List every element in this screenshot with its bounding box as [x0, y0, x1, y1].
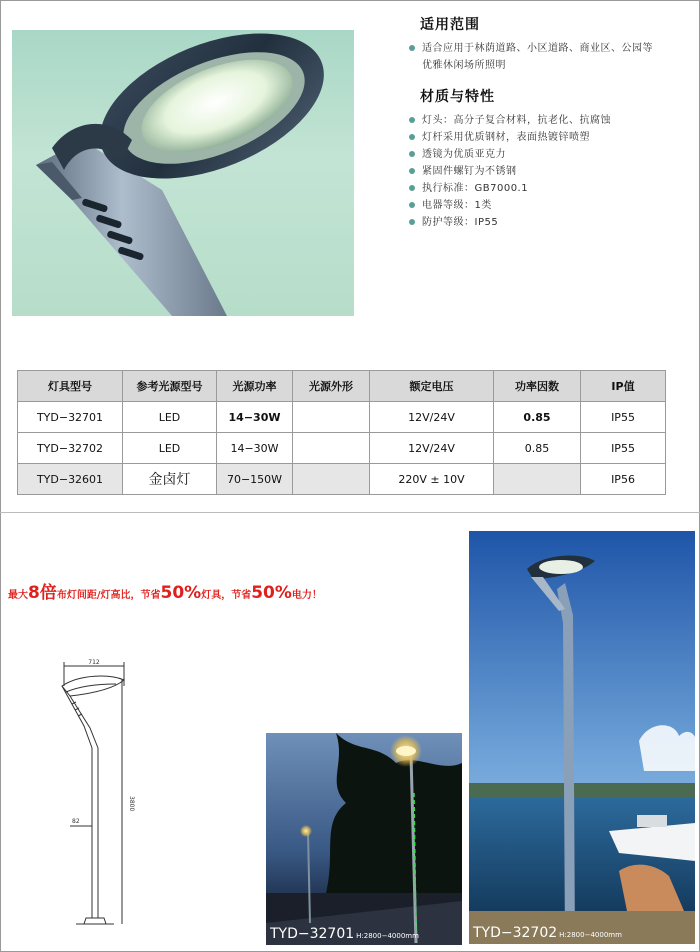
material-title: 材质与特性 — [420, 89, 495, 105]
caption-model: TYD−32702 — [473, 925, 558, 941]
table-cell: IP56 — [581, 464, 666, 495]
scope-list — [408, 40, 693, 74]
slogan-number: 50% — [160, 583, 202, 603]
table-cell: 0.85 — [494, 433, 581, 464]
header-cell: IP值 — [581, 371, 666, 402]
table-cell: 70−150W — [217, 464, 293, 495]
table-cell — [293, 464, 370, 495]
night-photo-caption — [270, 923, 419, 942]
caption-model: TYD−32701 — [270, 926, 355, 942]
header-cell: 灯具型号 — [18, 371, 123, 402]
table-cell: 金卤灯 — [123, 464, 217, 495]
day-photo — [469, 531, 695, 944]
header-cell: 额定电压 — [370, 371, 494, 402]
table-cell — [293, 402, 370, 433]
table-cell: LED — [123, 433, 217, 464]
material-item: 透镜为优质亚克力 — [408, 146, 693, 163]
material-item: 灯头：高分子复合材料，抗老化、抗腐蚀 — [408, 112, 693, 129]
table-row — [18, 402, 666, 433]
table-cell — [293, 433, 370, 464]
table-cell: 12V/24V — [370, 402, 494, 433]
bullet-icon — [409, 45, 415, 51]
drawing-height-label: 3800 — [128, 796, 135, 812]
table-header-row — [18, 371, 666, 402]
header-cell: 光源外形 — [293, 371, 370, 402]
table-cell: 220V ± 10V — [370, 464, 494, 495]
slogan-text: 布灯间距/灯高比，节省 — [56, 590, 161, 601]
section-divider — [0, 512, 700, 513]
material-item: 电器等级：1类 — [408, 197, 693, 214]
spec-section — [408, 14, 693, 243]
drawing-diameter-label: 82 — [72, 818, 80, 825]
header-cell: 参考光源型号 — [123, 371, 217, 402]
scope-title: 适用范围 — [420, 17, 480, 33]
table-cell — [494, 464, 581, 495]
table-row — [18, 433, 666, 464]
table-cell: LED — [123, 402, 217, 433]
table-cell: 12V/24V — [370, 433, 494, 464]
material-list — [408, 112, 693, 231]
slogan-text: 最大 — [8, 590, 28, 601]
technical-drawing — [40, 656, 150, 928]
table-cell: 14−30W — [217, 402, 293, 433]
slogan — [8, 578, 322, 603]
bullet-icon — [409, 168, 415, 174]
drawing-width-label: 712 — [88, 659, 100, 666]
table-cell: 0.85 — [494, 402, 581, 433]
material-item: 执行标准：GB7000.1 — [408, 180, 693, 197]
bullet-icon — [409, 151, 415, 157]
bullet-icon — [409, 134, 415, 140]
material-item: 灯杆采用优质钢材，表面热镀锌喷塑 — [408, 129, 693, 146]
day-photo-caption — [473, 922, 622, 941]
caption-height: H:2800−4000mm — [559, 931, 622, 939]
spec-table — [17, 370, 666, 495]
material-item: 防护等级：IP55 — [408, 214, 693, 231]
table-cell: IP55 — [581, 402, 666, 433]
table-cell: TYD−32702 — [18, 433, 123, 464]
product-hero-image — [12, 30, 354, 316]
header-cell: 功率因数 — [494, 371, 581, 402]
night-photo — [266, 733, 462, 945]
slogan-text: 电力！ — [291, 590, 322, 601]
caption-height: H:2800−4000mm — [356, 932, 419, 940]
header-cell: 光源功率 — [217, 371, 293, 402]
scope-item: 适合应用于林荫道路、小区道路、商业区、公园等 — [408, 40, 693, 57]
slogan-number: 8倍 — [28, 583, 57, 603]
table-cell: 14−30W — [217, 433, 293, 464]
table-cell: TYD−32701 — [18, 402, 123, 433]
scope-item: 优雅休闲场所照明 — [422, 60, 506, 71]
table-cell: TYD−32601 — [18, 464, 123, 495]
bullet-icon — [409, 185, 415, 191]
slogan-number: 50% — [251, 583, 292, 603]
slogan-text: 灯具，节省 — [201, 590, 252, 601]
material-item: 紧固件螺钉为不锈钢 — [408, 163, 693, 180]
table-cell: IP55 — [581, 433, 666, 464]
bullet-icon — [409, 202, 415, 208]
bullet-icon — [409, 219, 415, 225]
bullet-icon — [409, 117, 415, 123]
table-row — [18, 464, 666, 495]
